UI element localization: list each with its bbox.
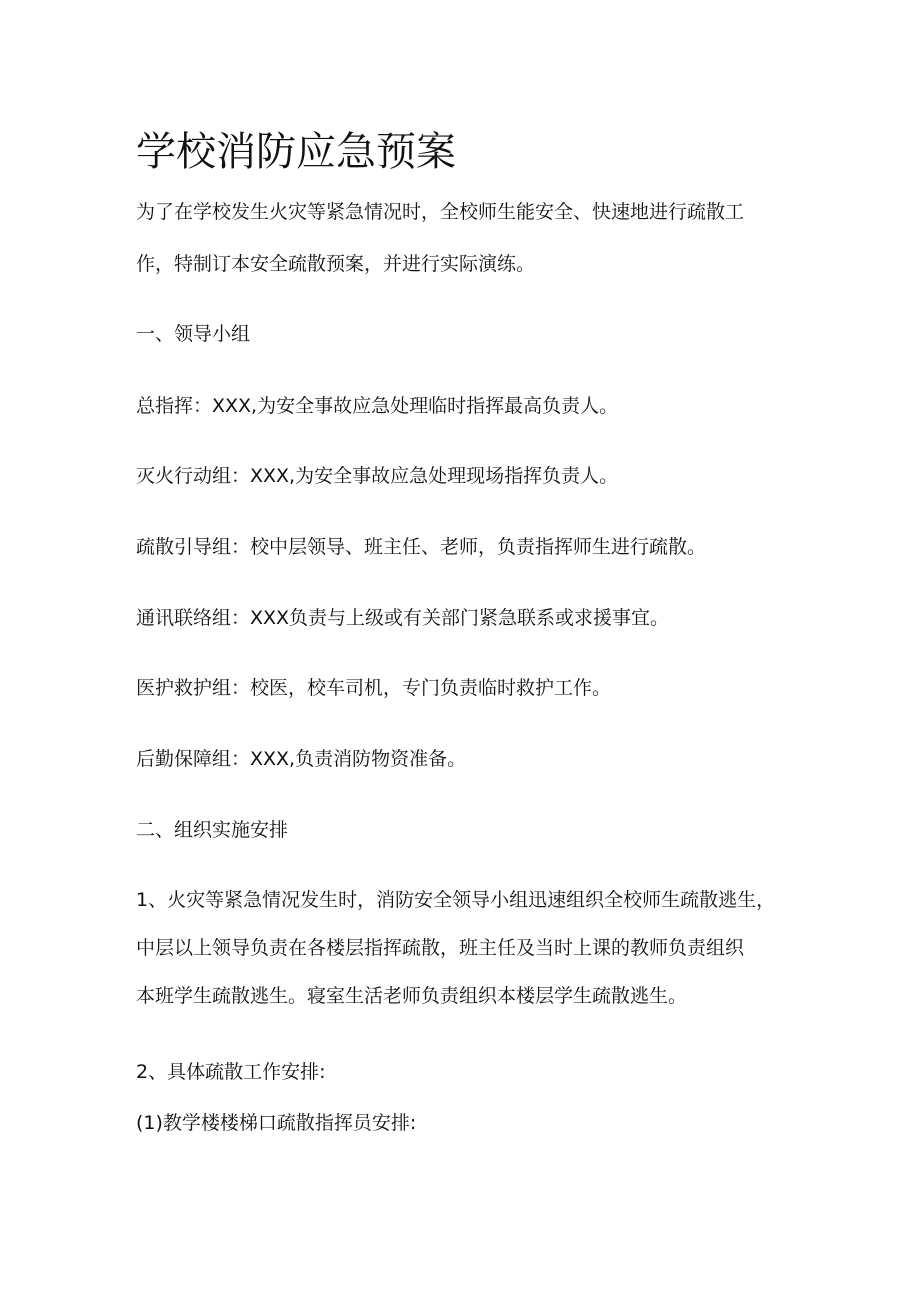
section-2-heading: 二、组织实施安排 [136, 819, 289, 841]
leader-item-logistics: 后勤保障组：XXX,负责消防物资准备。 [136, 748, 467, 770]
arrangement-line-2: 中层以上领导负责在各楼层指挥疏散，班主任及当时上课的教师负责组织 [136, 937, 745, 959]
arrangement-item-2-1: (1)教学楼楼梯口疏散指挥员安排: [136, 1112, 417, 1134]
intro-paragraph [136, 192, 792, 284]
document-title: 学校消防应急预案 [136, 129, 456, 175]
leader-item-evacuation: 疏散引导组：校中层领导、班主任、老师，负责指挥师生进行疏散。 [136, 536, 707, 558]
intro-line-1: 为了在学校发生火灾等紧急情况时，全校师生能安全、快速地进行疏散工 [136, 201, 745, 223]
intro-line-2: 作，特制订本安全疏散预案，并进行实际演练。 [136, 253, 536, 275]
section-1-heading: 一、领导小组 [136, 323, 251, 345]
leader-item-firefighting: 灭火行动组：XXX,为安全事故应急处理现场指挥负责人。 [136, 465, 619, 487]
arrangement-item-2: 2、具体疏散工作安排: [136, 1061, 326, 1083]
arrangement-line-1: 1、火灾等紧急情况发生时，消防安全领导小组迅速组织全校师生疏散逃生， [136, 889, 776, 911]
arrangement-paragraph-1 [136, 880, 792, 1016]
leader-item-communication: 通讯联络组：XXX负责与上级或有关部门紧急联系或求援事宜。 [136, 607, 670, 629]
arrangement-line-3: 本班学生疏散逃生。寝室生活老师负责组织本楼层学生疏散逃生。 [136, 985, 688, 1007]
leader-item-medical: 医护救护组：校医，校车司机，专门负责临时救护工作。 [136, 677, 612, 699]
leader-item-commander: 总指挥：XXX,为安全事故应急处理临时指挥最高负责人。 [136, 395, 619, 417]
